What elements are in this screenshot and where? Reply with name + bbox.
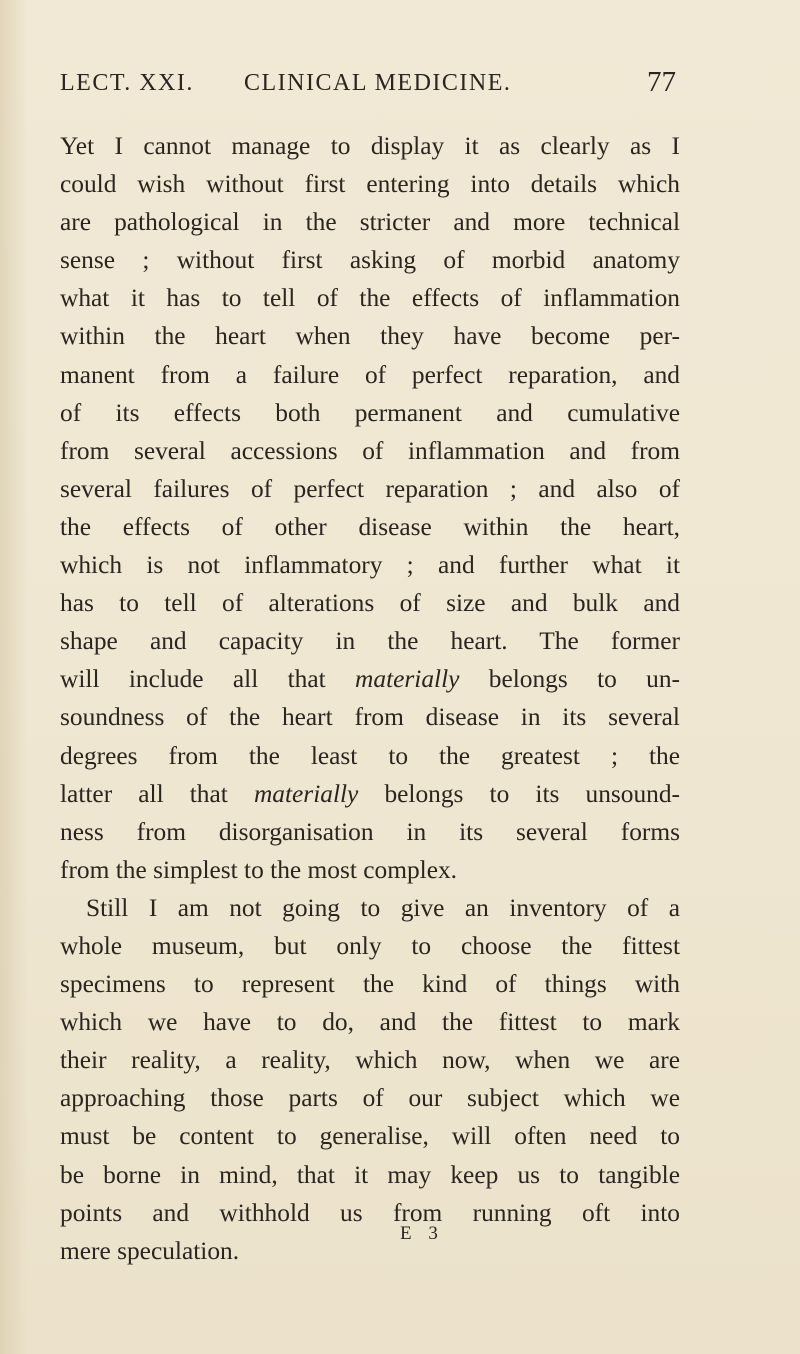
text-line: shape and capacity in the heart. The former xyxy=(60,627,680,656)
book-title: CLINICAL MEDICINE. xyxy=(244,70,512,96)
text-line: manent from a failure of perfect reparation, and xyxy=(60,360,680,389)
text-line: their reality, a reality, which now, when we are xyxy=(60,1046,680,1075)
emphasis-word: materially xyxy=(355,665,460,694)
text-line: from several accessions of inflammation and from xyxy=(60,436,680,465)
signature-mark: E 3 xyxy=(400,1223,444,1244)
lecture-label: LECT. XXI. xyxy=(60,70,194,96)
text-line: approaching those parts of our subject which we xyxy=(60,1084,680,1113)
text-line: points and withhold us from running oft into xyxy=(60,1198,680,1227)
text-line xyxy=(60,660,680,698)
running-head xyxy=(60,66,676,104)
paragraph-end-line: mere speculation. xyxy=(60,1236,240,1265)
page-number: 77 xyxy=(647,66,676,98)
line-segment: latter all that xyxy=(60,779,254,808)
emphasis-word: materially xyxy=(253,779,359,808)
text-line: ness from disorganisation in its several forms xyxy=(60,817,680,846)
text-line: of its effects both permanent and cumulative xyxy=(60,398,680,427)
text-line xyxy=(60,775,680,813)
line-segment: will include all that xyxy=(60,665,356,694)
text-line: what it has to tell of the effects of inflammation xyxy=(60,284,680,313)
text-line: within the heart when they have become per- xyxy=(60,322,680,351)
text-line: must be content to generalise, will often need to xyxy=(60,1122,680,1151)
text-line: the effects of other disease within the heart, xyxy=(60,512,680,541)
text-line: are pathological in the stricter and more technical xyxy=(60,208,680,237)
text-line: whole museum, but only to choose the fittest xyxy=(60,931,680,960)
line-segment: belongs to its unsound- xyxy=(358,779,680,808)
paragraph-start-line: Still I am not going to give an inventory of a xyxy=(86,893,680,922)
text-line: could wish without first entering into details which xyxy=(60,170,680,199)
text-line: sense ; without first asking of morbid anatomy xyxy=(60,246,680,275)
text-line: several failures of perfect reparation ; and also of xyxy=(60,474,680,503)
text-line: specimens to represent the kind of things with xyxy=(60,970,680,999)
text-line: be borne in mind, that it may keep us to tangible xyxy=(60,1160,680,1189)
text-line: has to tell of alterations of size and bulk and xyxy=(60,589,680,618)
text-line: which is not inflammatory ; and further what it xyxy=(60,551,680,580)
text-line: degrees from the least to the greatest ; the xyxy=(60,741,680,770)
text-line: soundness of the heart from disease in its several xyxy=(60,703,680,732)
body-text xyxy=(60,127,680,1270)
paragraph-end-line: from the simplest to the most complex. xyxy=(60,855,458,884)
line-segment: belongs to un- xyxy=(459,665,680,694)
text-line: which we have to do, and the fittest to mark xyxy=(60,1008,680,1037)
text-line: Yet I cannot manage to display it as clearly as I xyxy=(60,132,680,160)
